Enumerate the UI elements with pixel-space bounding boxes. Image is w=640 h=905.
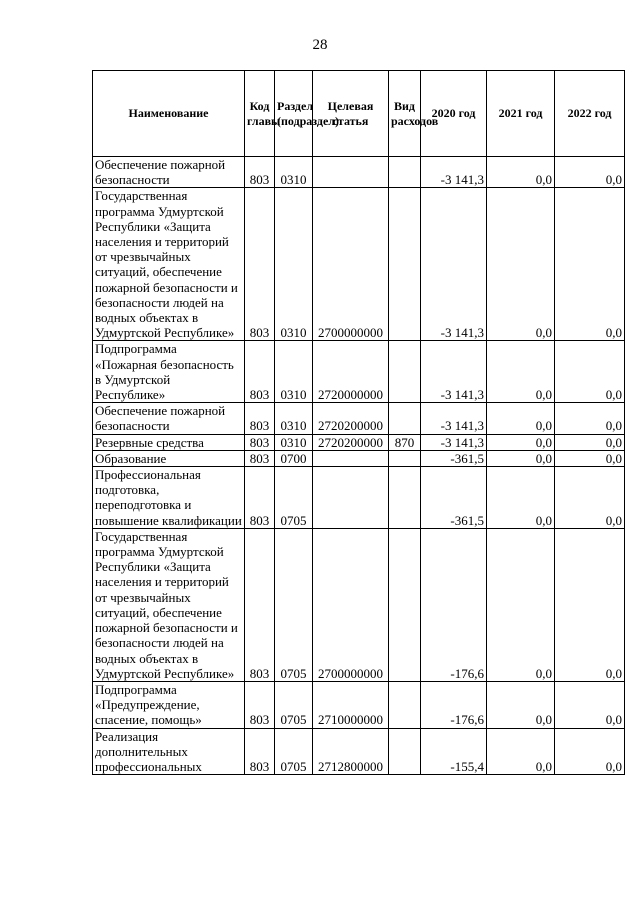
table-row [93, 450, 625, 466]
cell-chapter: 803 [245, 681, 275, 728]
cell-target [313, 450, 389, 466]
cell-name: Реализация дополнительных профессиональных [93, 728, 245, 775]
cell-section: 0310 [275, 341, 313, 403]
header-2022: 2022 год [555, 71, 625, 157]
cell-name: Обеспечение пожарной безопасности [93, 403, 245, 434]
header-2020: 2020 год [421, 71, 487, 157]
cell-2021: 0,0 [487, 403, 555, 434]
cell-chapter: 803 [245, 450, 275, 466]
cell-chapter: 803 [245, 403, 275, 434]
cell-target: 2712800000 [313, 728, 389, 775]
cell-chapter: 803 [245, 341, 275, 403]
cell-section: 0310 [275, 188, 313, 341]
cell-2022: 0,0 [555, 434, 625, 450]
cell-expense-type [389, 450, 421, 466]
cell-name: Образование [93, 450, 245, 466]
cell-target: 2720200000 [313, 434, 389, 450]
cell-chapter: 803 [245, 728, 275, 775]
cell-2021: 0,0 [487, 528, 555, 681]
cell-section: 0310 [275, 403, 313, 434]
cell-name: Государственная программа Удмуртской Республики «Защита населения и территорий от чрезвычайных ситуаций, обеспечение пожарной безопасности и безопасности людей на водных объектах в Удмуртской Республике» [93, 528, 245, 681]
cell-2022: 0,0 [555, 681, 625, 728]
cell-2020: -3 141,3 [421, 157, 487, 188]
cell-2021: 0,0 [487, 188, 555, 341]
cell-name: Резервные средства [93, 434, 245, 450]
cell-target: 2710000000 [313, 681, 389, 728]
cell-2021: 0,0 [487, 450, 555, 466]
cell-target [313, 467, 389, 529]
cell-2022: 0,0 [555, 403, 625, 434]
cell-name: Обеспечение пожарной безопасности [93, 157, 245, 188]
page-number: 28 [312, 37, 328, 53]
cell-2022: 0,0 [555, 341, 625, 403]
cell-section: 0700 [275, 450, 313, 466]
cell-2021: 0,0 [487, 467, 555, 529]
cell-expense-type [389, 157, 421, 188]
header-expense-type: Вид расходов [389, 71, 421, 157]
cell-expense-type [389, 528, 421, 681]
table-header-row [93, 71, 625, 157]
table-row [93, 341, 625, 403]
cell-2022: 0,0 [555, 728, 625, 775]
cell-name: Государственная программа Удмуртской Республики «Защита населения и территорий от чрезвычайных ситуаций, обеспечение пожарной безопасности и безопасности людей на водных объектах в Удмуртской Республике» [93, 188, 245, 341]
header-2021: 2021 год [487, 71, 555, 157]
table-row [93, 528, 625, 681]
cell-chapter: 803 [245, 434, 275, 450]
cell-target: 2720200000 [313, 403, 389, 434]
cell-target: 2700000000 [313, 188, 389, 341]
cell-expense-type [389, 188, 421, 341]
header-chapter: Код главы [245, 71, 275, 157]
cell-chapter: 803 [245, 528, 275, 681]
cell-2020: -3 141,3 [421, 434, 487, 450]
cell-2021: 0,0 [487, 728, 555, 775]
cell-expense-type [389, 467, 421, 529]
budget-table [92, 70, 625, 775]
table-row [93, 403, 625, 434]
cell-2021: 0,0 [487, 157, 555, 188]
cell-expense-type [389, 728, 421, 775]
cell-expense-type [389, 341, 421, 403]
cell-2022: 0,0 [555, 188, 625, 341]
cell-chapter: 803 [245, 188, 275, 341]
cell-2020: -3 141,3 [421, 188, 487, 341]
table-row [93, 157, 625, 188]
cell-2021: 0,0 [487, 434, 555, 450]
cell-target: 2720000000 [313, 341, 389, 403]
cell-chapter: 803 [245, 157, 275, 188]
cell-2020: -176,6 [421, 528, 487, 681]
table-row [93, 728, 625, 775]
table-row [93, 467, 625, 529]
cell-target: 2700000000 [313, 528, 389, 681]
cell-name: Профессиональная подготовка, переподготовка и повышение квалификации [93, 467, 245, 529]
cell-2021: 0,0 [487, 681, 555, 728]
cell-2022: 0,0 [555, 467, 625, 529]
cell-2020: -361,5 [421, 450, 487, 466]
cell-2020: -361,5 [421, 467, 487, 529]
cell-target [313, 157, 389, 188]
cell-section: 0310 [275, 434, 313, 450]
table-row [93, 188, 625, 341]
cell-section: 0310 [275, 157, 313, 188]
cell-expense-type [389, 681, 421, 728]
cell-2020: -155,4 [421, 728, 487, 775]
cell-section: 0705 [275, 728, 313, 775]
cell-name: Подпрограмма «Предупреждение, спасение, помощь» [93, 681, 245, 728]
header-target: Целевая статья [313, 71, 389, 157]
cell-2020: -3 141,3 [421, 341, 487, 403]
cell-chapter: 803 [245, 467, 275, 529]
cell-expense-type: 870 [389, 434, 421, 450]
cell-name: Подпрограмма «Пожарная безопасность в Удмуртской Республике» [93, 341, 245, 403]
header-name: Наименование [93, 71, 245, 157]
cell-2022: 0,0 [555, 157, 625, 188]
cell-2020: -176,6 [421, 681, 487, 728]
cell-section: 0705 [275, 467, 313, 529]
cell-expense-type [389, 403, 421, 434]
cell-2020: -3 141,3 [421, 403, 487, 434]
cell-2022: 0,0 [555, 450, 625, 466]
header-section: Раздел (подраздел) [275, 71, 313, 157]
cell-2022: 0,0 [555, 528, 625, 681]
table-row [93, 434, 625, 450]
cell-section: 0705 [275, 681, 313, 728]
cell-2021: 0,0 [487, 341, 555, 403]
cell-section: 0705 [275, 528, 313, 681]
table-row [93, 681, 625, 728]
